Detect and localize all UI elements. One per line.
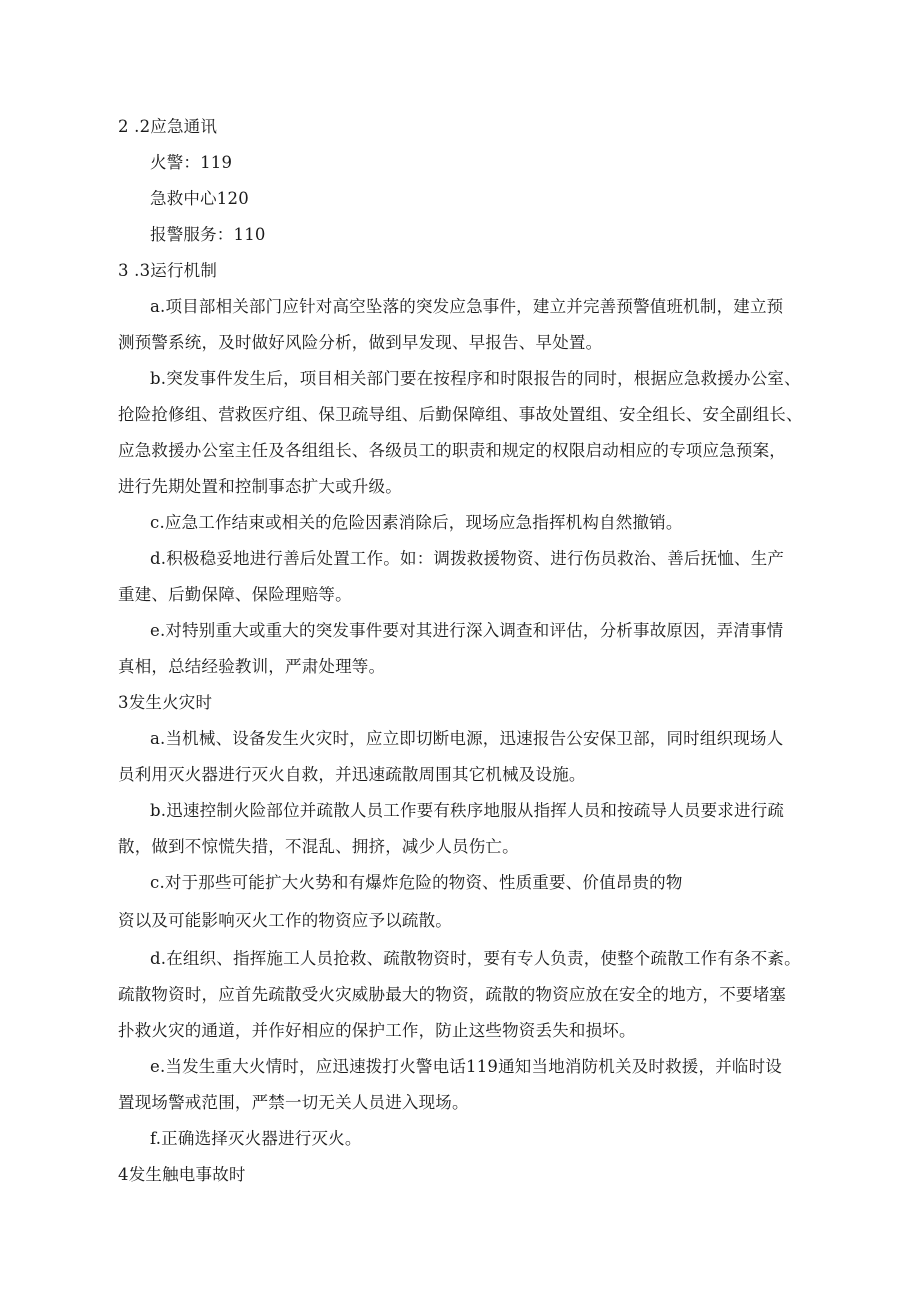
paragraph-line: e.当发生重大火情时，应迅速拨打火警电话119通知当地消防机关及时救援，并临时设 bbox=[150, 1057, 783, 1076]
emergency-center-number: 急救中心120 bbox=[150, 189, 249, 208]
paragraph-line: 进行先期处置和控制事态扩大或升级。 bbox=[118, 477, 402, 496]
section-heading-fire: 3发生火灾时 bbox=[118, 693, 213, 712]
paragraph-line: d.积极稳妥地进行善后处置工作。如：调拨救援物资、进行伤员救治、善后抚恤、生产 bbox=[150, 549, 785, 568]
section-heading-operation-mechanism: 3 .3运行机制 bbox=[118, 261, 218, 280]
paragraph-line: a.项目部相关部门应针对高空坠落的突发应急事件，建立并完善预警值班机制，建立预 bbox=[150, 297, 784, 316]
paragraph-line: a.当机械、设备发生火灾时，应立即切断电源，迅速报告公安保卫部，同时组织现场人 bbox=[150, 729, 784, 748]
paragraph-line: f.正确选择灭火器进行灭火。 bbox=[150, 1129, 362, 1148]
paragraph-line: 资以及可能影响灭火工作的物资应予以疏散。 bbox=[118, 911, 452, 930]
paragraph-line: e.对特别重大或重大的突发事件要对其进行深入调查和评估，分析事故原因，弄清事情 bbox=[150, 621, 784, 640]
paragraph-line: 应急救援办公室主任及各组组长、各级员工的职责和规定的权限启动相应的专项应急预案， bbox=[118, 441, 786, 460]
paragraph-line: 抢险抢修组、营救医疗组、保卫疏导组、后勤保障组、事故处置组、安全组长、安全副组长、 bbox=[118, 405, 803, 424]
paragraph-line: 真相，总结经验教训，严肃处理等。 bbox=[118, 657, 386, 676]
paragraph-line: 扑救火灾的通道，并作好相应的保护工作，防止这些物资丢失和损坏。 bbox=[118, 1021, 636, 1040]
section-heading-electric-shock: 4发生触电事故时 bbox=[118, 1165, 246, 1184]
paragraph-line: c.应急工作结束或相关的危险因素消除后，现场应急指挥机构自然撤销。 bbox=[150, 513, 683, 532]
paragraph-line: 员利用灭火器进行灭火自救，并迅速疏散周围其它机械及设施。 bbox=[118, 765, 586, 784]
paragraph-line: d.在组织、指挥施工人员抢救、疏散物资时，要有专人负责，使整个疏散工作有条不紊。 bbox=[150, 949, 801, 968]
paragraph-line: c.对于那些可能扩大火势和有爆炸危险的物资、性质重要、价值昂贵的物 bbox=[150, 873, 683, 892]
section-heading-emergency-communication: 2 .2应急通讯 bbox=[118, 117, 218, 136]
paragraph-line: b.突发事件发生后，项目相关部门要在按程序和时限报告的同时，根据应急救援办公室、 bbox=[150, 369, 801, 388]
paragraph-line: 疏散物资时，应首先疏散受火灾威胁最大的物资，疏散的物资应放在安全的地方，不要堵塞 bbox=[118, 985, 786, 1004]
paragraph-line: 测预警系统，及时做好风险分析，做到早发现、早报告、早处置。 bbox=[118, 333, 603, 352]
paragraph-line: b.迅速控制火险部位并疏散人员工作要有秩序地服从指挥人员和按疏导人员要求进行疏 bbox=[150, 801, 785, 820]
paragraph-line: 重建、后勤保障、保险理赔等。 bbox=[118, 585, 352, 604]
paragraph-line: 散，做到不惊慌失措，不混乱、拥挤，减少人员伤亡。 bbox=[118, 837, 519, 856]
paragraph-line: 置现场警戒范围，严禁一切无关人员进入现场。 bbox=[118, 1093, 469, 1112]
police-service-number: 报警服务：110 bbox=[150, 225, 266, 244]
fire-alarm-number: 火警：119 bbox=[150, 153, 233, 172]
